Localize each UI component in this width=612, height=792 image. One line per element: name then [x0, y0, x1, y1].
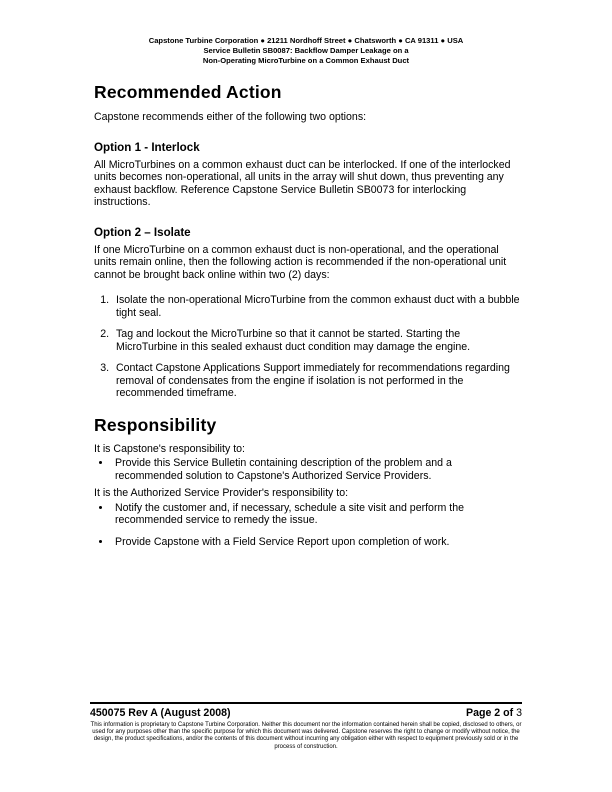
asp-responsibility-list	[94, 502, 522, 549]
list-item: 2. Tag and lockout the MicroTurbine so that it cannot be started. Starting the MicroTurbine in this sealed exhaust duct condition may damage the engine.	[112, 328, 522, 353]
list-item: • Provide Capstone with a Field Service Report upon completion of work.	[112, 536, 522, 549]
list-item: • Notify the customer and, if necessary, schedule a site visit and perform the recommended service to remedy the issue.	[112, 502, 522, 527]
capstone-responsibility-list	[94, 457, 522, 482]
header-bulletin-title-line2: Non-Operating MicroTurbine on a Common Exhaust Duct	[202, 55, 410, 65]
header-bulletin-title-line1: Service Bulletin SB0087: Backflow Damper Leakage on a	[203, 45, 409, 55]
document-header	[0, 0, 612, 65]
list-item: 1. Isolate the non-operational MicroTurbine from the common exhaust duct with a bubble tight seal.	[112, 294, 522, 319]
document-body	[94, 82, 522, 548]
list-item: • Provide this Service Bulletin containing description of the problem and a recommended solution to Capstone's Authorized Service Providers.	[112, 457, 522, 482]
document-revision: 450075 Rev A (August 2008)	[90, 707, 231, 719]
section-title-responsibility: Responsibility	[94, 414, 217, 435]
option1-heading: Option 1 - Interlock	[94, 140, 200, 154]
option2-steps-list	[94, 294, 522, 400]
page-number	[466, 707, 522, 719]
header-company-line: Capstone Turbine Corporation ● 21211 Nordhoff Street ● Chatsworth ● CA 91311 ● USA	[148, 36, 464, 45]
list-item: 3. Contact Capstone Applications Support immediately for recommendations regarding removal of condensates from the engine if isolation is not performed in the recommended timeframe.	[112, 362, 522, 400]
page-number-total: 3	[516, 707, 522, 719]
footer-info-row	[90, 707, 522, 719]
capstone-responsibility-intro: It is Capstone's responsibility to:	[94, 442, 245, 455]
recommended-action-intro: Capstone recommends either of the following two options:	[94, 111, 367, 124]
page-number-label: Page 2 of	[466, 707, 514, 719]
option2-body: If one MicroTurbine on a common exhaust duct is non-operational, and the operational units remain online, then the following action is recommended if the non-operational unit cannot be brought back online within two (2) days:	[94, 243, 507, 281]
section-title-recommended-action: Recommended Action	[94, 82, 282, 103]
asp-responsibility-intro: It is the Authorized Service Provider's responsibility to:	[94, 487, 349, 500]
proprietary-disclaimer: This information is proprietary to Capstone Turbine Corporation. Neither this document nor the information contained herein shall be copied, disclosed to others, or used for any purposes other than the specific purpose for which this document was delivered. Capstone reserves the right to change or modify without notice, the design, the product specifications, and/or the contents of this document without incurring any obligation either with respect to equipment previously sold or in the process of construction.	[90, 721, 522, 750]
option1-body: All MicroTurbines on a common exhaust duct can be interlocked. If one of the interlocked units becomes non-operational, all units in the array will shut down, thus preventing any exhaust backflow. Reference Capstone Service Bulletin SB0073 for interlocking instructions.	[94, 158, 511, 209]
option2-heading: Option 2 – Isolate	[94, 225, 191, 239]
document-footer	[90, 702, 522, 751]
